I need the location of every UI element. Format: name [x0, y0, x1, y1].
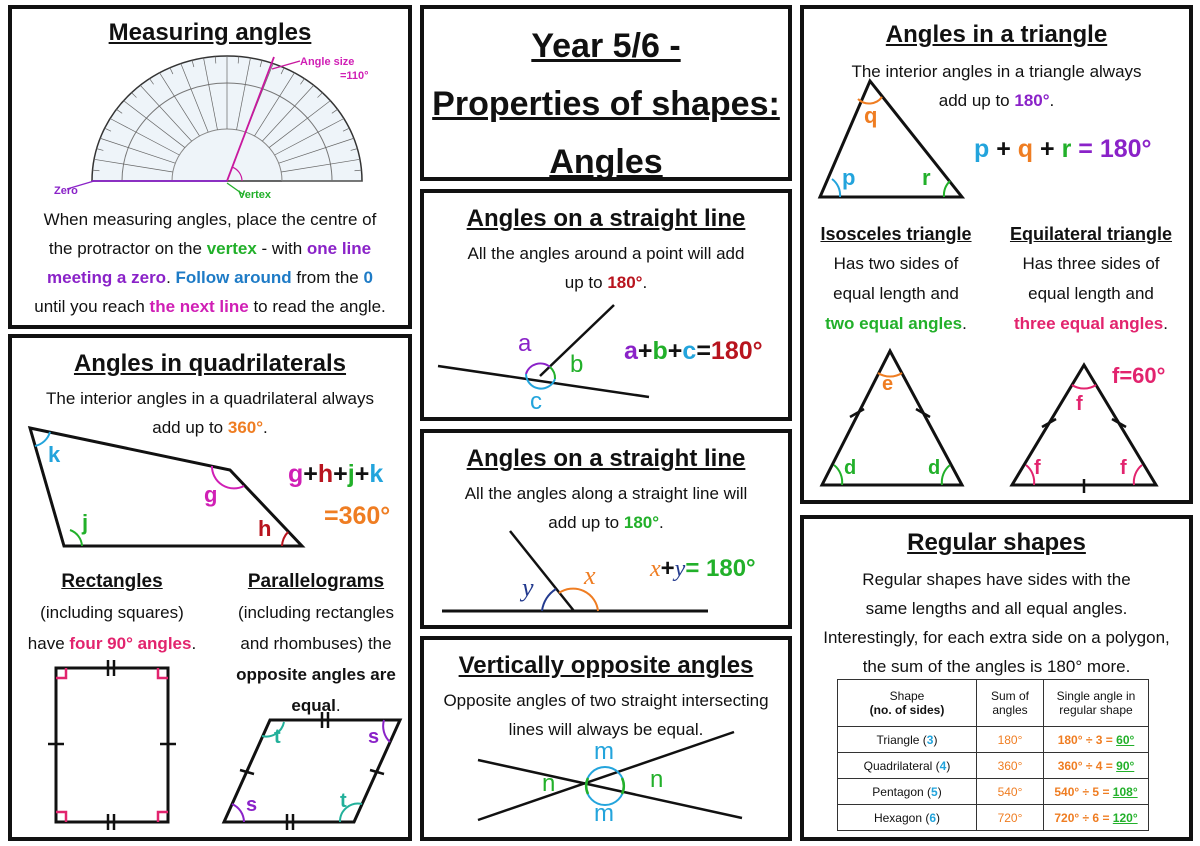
angles-around-point-text: All the angles around a point will add up to 180°.: [467, 244, 745, 292]
angle-f-top-label: f: [1076, 393, 1083, 415]
regular-shapes-title: Regular shapes: [907, 529, 1086, 556]
angle-size-label: Angle size: [300, 56, 355, 68]
table-row: Hexagon (6) 720° 720° ÷ 6 = 120°: [838, 805, 1149, 831]
measuring-line-3: meeting a zero. Follow around from the 0: [47, 268, 373, 287]
angle-t-top-label: t: [274, 726, 281, 748]
main-title-line-2: Properties of shapes:: [432, 85, 780, 123]
angle-s-bottom-label: s: [246, 794, 258, 816]
angle-d-left-label: d: [844, 457, 857, 479]
point-angle-equation: a+b+c=180°: [624, 337, 763, 365]
main-title-line-1: Year 5/6 -: [531, 27, 681, 65]
regular-shapes-text: Regular shapes have sides with the same lengths and all equal angles. Interestingly, for each extra side on a polygon, the sum of the angles is 180° more.: [823, 570, 1170, 676]
f-equals-60-label: f=60°: [1112, 363, 1166, 388]
angle-m-bottom-label: m: [594, 800, 614, 827]
angle-p-label: p: [842, 165, 856, 190]
angle-n-left-label: n: [542, 770, 556, 797]
main-title-line-3: Angles: [549, 143, 663, 181]
angle-size-value: =110°: [340, 70, 369, 82]
quadrilateral-equation: g+h+j+k: [288, 460, 384, 488]
angle-c-label: c: [530, 388, 542, 415]
rectangles-section: Rectangles (including squares) have four 90° angles.: [12, 566, 212, 659]
main-title-panel: [420, 5, 792, 181]
measuring-instructions: [12, 205, 408, 321]
angle-t-bottom-label: t: [340, 790, 347, 812]
table-row: Quadrilateral (4) 360° 360° ÷ 4 = 90°: [838, 753, 1149, 779]
angle-n-right-label: n: [650, 766, 664, 793]
angle-r-label: r: [922, 165, 931, 190]
equilateral-title: Equilateral triangle: [1009, 224, 1173, 244]
quadrilaterals-panel: [8, 334, 412, 841]
zero-label: Zero: [54, 185, 78, 197]
isosceles-section: Isosceles triangle Has two sides of equal length and two equal angles.: [804, 219, 988, 339]
table-row: Pentagon (5) 540° 540° ÷ 5 = 108°: [838, 779, 1149, 805]
protractor-icon: [92, 56, 362, 181]
quadrilaterals-title: Angles in quadrilaterals: [73, 350, 347, 377]
rectangles-title: Rectangles: [61, 571, 163, 592]
angles-straight-line-panel: [420, 429, 792, 629]
angle-f-left-label: f: [1034, 457, 1041, 479]
angles-straight-line-text: All the angles along a straight line will add up to 180°.: [464, 484, 748, 532]
regular-shapes-table: [837, 679, 1149, 831]
vertically-opposite-text: Opposite angles of two straight intersecting lines will always be equal.: [443, 691, 769, 739]
vertex-label: Vertex: [238, 189, 272, 201]
angle-e-label: e: [882, 373, 894, 395]
vertically-opposite-title: Vertically opposite angles: [458, 652, 754, 679]
straight-line-equation: x+y= 180°: [650, 555, 756, 582]
angle-b-label: b: [570, 351, 584, 378]
angles-straight-line-title: Angles on a straight line: [466, 445, 746, 472]
equilateral-section: Equilateral triangle Has three sides of equal length and three equal angles.: [994, 219, 1188, 339]
quadrilateral-total: =360°: [324, 502, 391, 530]
angles-around-point-panel: [420, 189, 792, 421]
parallelograms-title: Parallelograms: [247, 571, 385, 592]
angle-m-top-label: m: [594, 738, 614, 765]
angle-k-label: k: [48, 442, 61, 467]
quadrilaterals-text: The interior angles in a quadrilateral always add up to 360°.: [46, 389, 374, 437]
measuring-angles-panel: [8, 5, 412, 329]
angles-around-point-title: Angles on a straight line: [466, 205, 746, 232]
angle-a-label: a: [518, 330, 532, 357]
measuring-line-1: When measuring angles, place the centre of: [43, 210, 377, 229]
angle-g-label: g: [204, 482, 218, 507]
straight-line-diagram: [424, 433, 788, 625]
measuring-angles-title: Measuring angles: [108, 19, 312, 46]
angle-j-label: j: [82, 510, 89, 535]
table-header-row: [838, 680, 1149, 727]
angle-h-label: h: [258, 516, 272, 541]
vertically-opposite-panel: [420, 636, 792, 841]
parallelograms-section: Parallelograms (including rectangles and rhombuses) the opposite angles are equal.: [218, 566, 414, 721]
angle-y-label: y: [522, 573, 534, 602]
header-shape: Shape (no. of sides): [838, 680, 977, 727]
angle-d-right-label: d: [928, 457, 941, 479]
triangle-panel: [800, 5, 1193, 504]
header-single: Single angle in regular shape: [1044, 680, 1149, 727]
point-angles-diagram: [424, 193, 788, 417]
triangle-title: Angles in a triangle: [885, 21, 1108, 48]
angle-s-top-label: s: [368, 726, 380, 748]
angle-q-label: q: [864, 103, 878, 128]
angle-f-right-label: f: [1120, 457, 1127, 479]
triangle-equation: p + q + r = 180°: [974, 135, 1152, 163]
isosceles-title: Isosceles triangle: [820, 224, 972, 244]
angle-x-label: x: [584, 561, 596, 590]
header-sum: Sum of angles: [977, 680, 1044, 727]
table-row: Triangle (3) 180° 180° ÷ 3 = 60°: [838, 727, 1149, 753]
measuring-line-4: until you reach the next line to read the angle.: [34, 297, 386, 316]
measuring-line-2: the protractor on the vertex - with one line: [48, 239, 372, 258]
triangle-text: The interior angles in a triangle always add up to 180°.: [851, 62, 1142, 110]
main-title: [424, 17, 788, 191]
